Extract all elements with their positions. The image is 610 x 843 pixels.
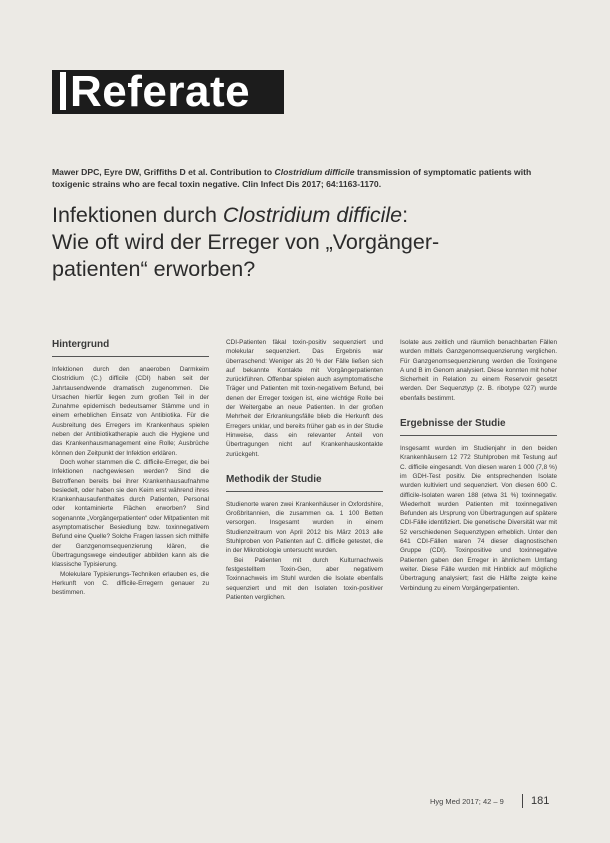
column-2 (226, 338, 383, 602)
article-title (52, 202, 572, 283)
citation-authors: Mawer DPC, Eyre DW, Griffiths D et al. Contribution to (52, 167, 275, 177)
citation-organism: Clostridium difficile (274, 167, 355, 177)
title-line1-post: : (402, 203, 409, 227)
paragraph: Molekulare Typisierungs-Techniken erlauben es, die Herkunft von C. difficile-Erregern genauer zu bestimmen. (52, 570, 209, 597)
title-organism: Clostridium difficile (222, 203, 403, 227)
paragraph: Insgesamt wurden im Studienjahr in den beiden Krankenhäusern 12 772 Stuhlproben mit Testung auf C. difficile eingesandt. Von diesen waren 1 000 (7,8 %) im GDH-Test positiv. Die entsprechenden Isolate wurden kultiviert und sequenziert. Von diesen 600 C. difficile-Isolaten waren 188 (etwa 31 %) toxinnegativ. Wiederholt wurden Patienten mit toxinnegativen Befunden als Ursprung von Übertragungen auf spätere CDI-Fälle identifiziert. Die genetische Diversität war mit 52 verschiedenen Sequenztypen erheblich. Unter den 641 CDI-Fällen waren 74 dieser diagnostischen Gruppe (CDI). Toxinpositive und toxinnegative Patienten gaben den Erreger in ähnlichem Umfang weiter. Diese Fälle wurden mit Hinblick auf mögliche Übertragung analysiert; fast die Hälfte zeigte keine Verbindung zu einem Vorgängerpatienten. (400, 445, 557, 592)
section-banner (52, 67, 284, 116)
heading-rule (52, 356, 209, 357)
paragraph: Bei Patienten mit durch Kulturnachweis festgestelltem Toxin-Gen, aber negativem Toxinnachweis im Stuhl wurden die Isolate ebenfalls sequenziert und mit den Isolaten toxin-positiver Patienten verglichen. (226, 556, 383, 601)
column-3 (400, 338, 557, 593)
paragraph: Isolate aus zeitlich und räumlich benachbarten Fällen wurden mittels Ganzgenomsequenzierung verglichen. Für Ganzgenomsequenzierung werden die Toxingene A und B im Genom analysiert. Diese konnten mit hoher Sicherheit in Relation zu einem Reservoir gesetzt werden. Der Sequenztyp (z. B. ribotype 027) wurde ebenfalls bestimmt. (400, 339, 557, 402)
paragraph: CDI-Patienten fäkal toxin-positiv sequenziert und molekular sequenziert. Das Ergebnis war überraschend: Weniger als 20 % der Fälle ließen sich auf bekannte Kontakte mit Vorgängerpatienten zurückführen. Offenbar spielen auch asymptomatische Träger und Patienten mit toxin-negativem Befund, bei denen der Erreger toxigen ist, eine wichtige Rolle bei der Weitergabe an neue Patienten. In der großen Mehrheit der Erkrankungsfälle blieb die Herkunft des Erregers unklar, und bereits früher gab es in der Studie Hinweise, dass ein relevanter Anteil von Übertragungen nicht auf Krankenhauskontakte zurückgeht. (226, 339, 383, 458)
title-line1-pre: Infektionen durch (52, 203, 223, 227)
citation (52, 166, 564, 190)
heading-rule (226, 491, 383, 492)
section-label: Referate (70, 67, 251, 116)
paragraph: Doch woher stammen die C. difficile-Erreger, die bei Infektionen nachgewiesen werden? Sind die Betroffenen bereits bei ihrer Krankenhausaufnahme besiedelt, oder haben sie den Keim erst während ihres Krankenhausaufenthaltes durch Patienten, Personal oder kontaminierte Flächen erworben? Sind sogenannte „Vorgängerpatienten“ oder Mitpatienten mit asymptomatischer Besiedlung bzw. toxinnegativem Befund eine Quelle? Solche Fragen lassen sich mithilfe der Ganzgenomsequenzierung klären, die Übertragungswege eindeutiger abbilden kann als die klassische Typisierung. (52, 458, 209, 569)
journal-footer: Hyg Med 2017; 42 – 9 (430, 797, 504, 806)
title-line2: Wie oft wird der Erreger von „Vorgänger- (52, 230, 440, 254)
paragraph: Infektionen durch den anaeroben Darmkeim Clostridium (C.) difficile (CDI) haben seit der Jahrtausendwende dramatisch zugenommen. Die Ursachen hierfür liegen zum großen Teil in der Zunahme epidemisch bedeutsamer Stämme und in einem erheblichen Einsatz von Antibiotika. Für die Ausbreitung des Erregers im Krankenhaus spielen neben der Antibiotikatherapie auch die Hygiene und das Krankenhausmanagement eine Rolle; Ausbrüche können den Zeitpunkt der Infektion erklären. (52, 366, 209, 457)
heading-methodik: Methodik der Studie (226, 473, 322, 485)
page-number: 181 (522, 794, 549, 808)
paragraph: Studienorte waren zwei Krankenhäuser in Oxfordshire, Großbritannien, die zusammen ca. 1 100 Betten versorgen. Insgesamt wurden in einem Studienzeitraum von April 2012 bis März 2013 alle Stuhlproben von Patienten auf C. difficile getestet, die in der Mikrobiologie untersucht wurden. (226, 500, 383, 555)
citation-rest: transmission of symptomatic patients with toxigenic strains who are fecal toxin negative. Clin Infect Dis 2017; 64:1163-1170. (52, 167, 532, 189)
banner-bar-icon (60, 72, 66, 110)
heading-ergebnisse: Ergebnisse der Studie (400, 418, 506, 430)
heading-rule (400, 435, 557, 436)
heading-hintergrund: Hintergrund (52, 339, 110, 350)
title-line3: patienten“ erworben? (52, 257, 256, 281)
column-1 (52, 338, 209, 597)
